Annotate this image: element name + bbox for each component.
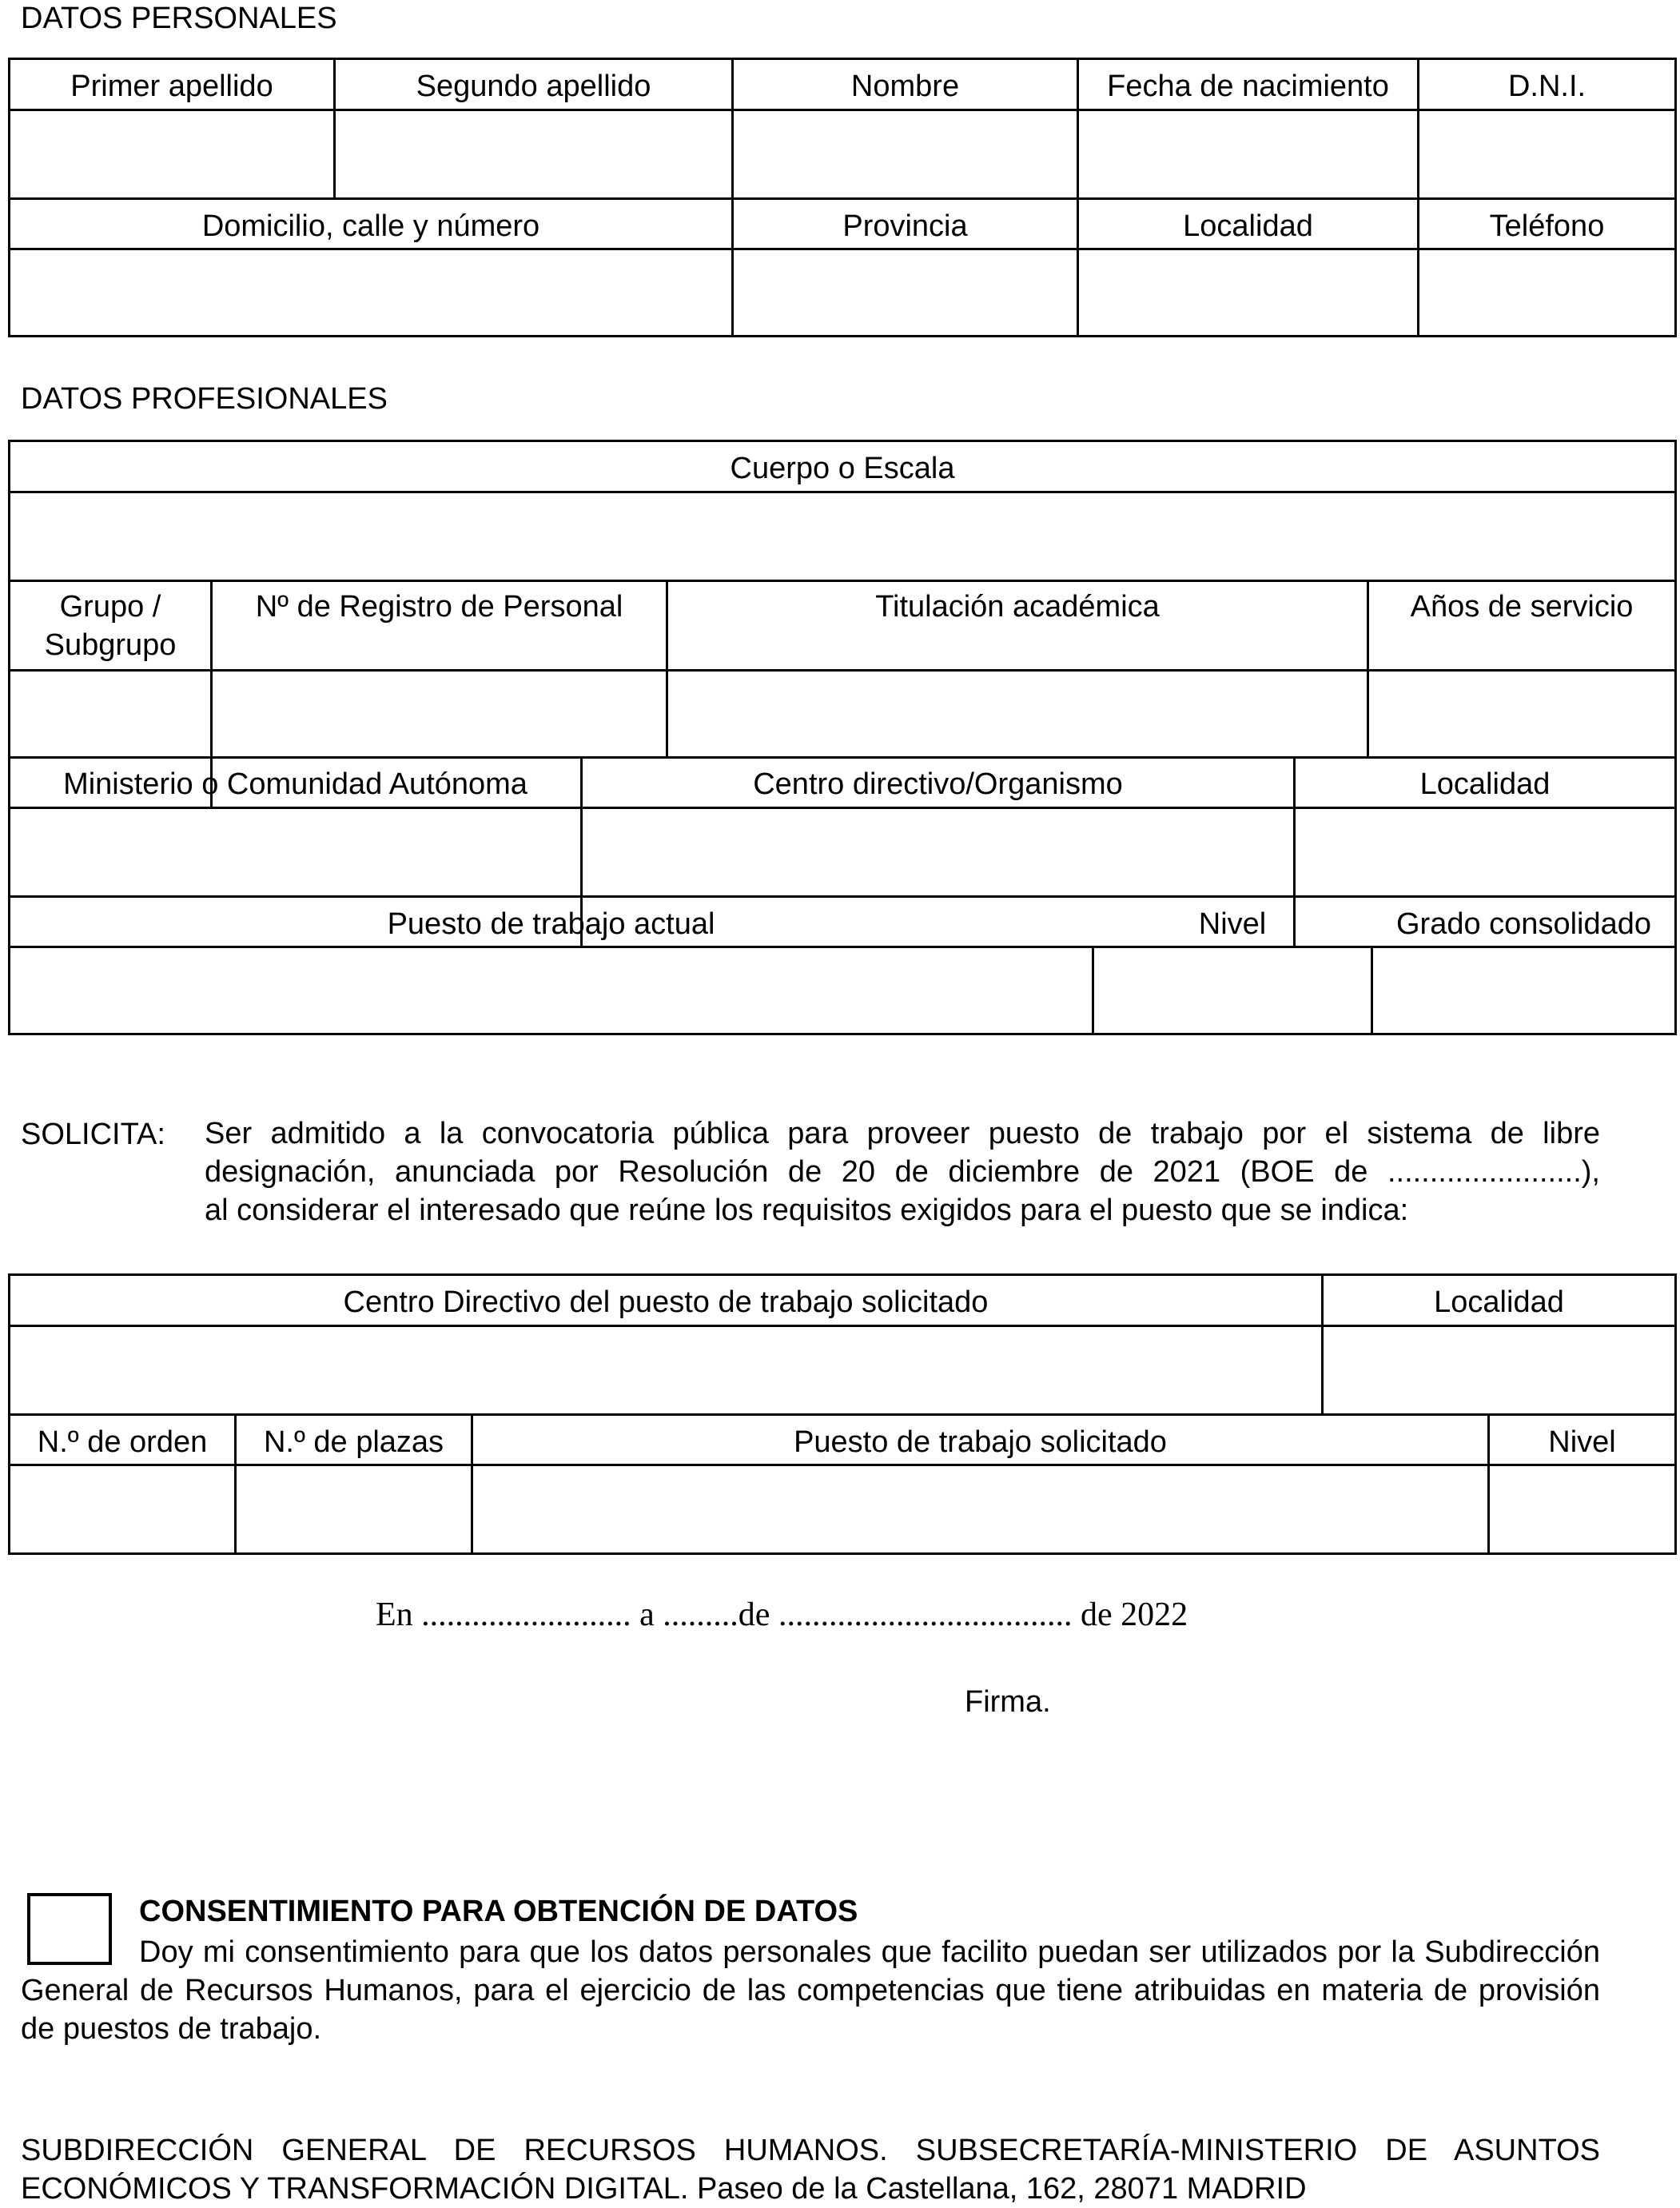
label-localidad-prof: Localidad: [1419, 767, 1551, 801]
footer-line-1: SUBDIRECCIÓN GENERAL DE RECURSOS HUMANOS. SUBSECRETARÍA-MINISTERIO DE ASUNTOS: [21, 2134, 1600, 2167]
consent-title: CONSENTIMIENTO PARA OBTENCIÓN DE DATOS: [139, 1895, 858, 1928]
solicita-line-3: al considerar el interesado que reúne los requisitos exigidos para el puesto que se indica:: [205, 1194, 1409, 1227]
label-grado-consolidado: Grado consolidado: [1396, 907, 1651, 941]
section-title-personal: DATOS PERSONALES: [21, 2, 337, 35]
label-titulacion: Titulación académica: [875, 590, 1160, 624]
footer-line-2: ECONÓMICOS Y TRANSFORMACIÓN DIGITAL. Paseo de la Castellana, 162, 28071 MADRID: [21, 2172, 1307, 2206]
requested-position-table: [8, 1273, 1677, 1555]
label-nivel-solicitado: Nivel: [1548, 1425, 1616, 1459]
label-telefono: Teléfono: [1489, 209, 1605, 243]
row-divider: [10, 580, 1674, 582]
solicita-text: [205, 1114, 1600, 1230]
solicita-line-2: designación, anunciada por Resolución de 20 de diciembre de 2021 (BOE de .......................),: [205, 1155, 1600, 1189]
anos-servicio-field[interactable]: [1369, 672, 1674, 756]
label-anos-servicio: Años de servicio: [1410, 590, 1634, 624]
puesto-actual-field[interactable]: [10, 948, 1092, 1033]
label-grupo-subgrupo: Grupo / Subgrupo: [44, 590, 177, 662]
numero-orden-field[interactable]: [10, 1466, 234, 1552]
grado-consolidado-field[interactable]: [1373, 948, 1674, 1033]
label-centro-directivo: Centro directivo/Organismo: [753, 767, 1123, 801]
row-divider: [10, 1413, 1674, 1416]
label-numero-plazas: N.º de plazas: [263, 1425, 444, 1459]
date-line: En ......................... a .........de ................................... de 2022: [376, 1596, 1188, 1633]
localidad-field[interactable]: [1079, 250, 1417, 335]
footer-address: [21, 2131, 1600, 2208]
localidad-prof-field[interactable]: [1296, 809, 1674, 895]
nivel-field[interactable]: [1094, 948, 1371, 1033]
nivel-solicitado-field[interactable]: [1490, 1466, 1674, 1552]
ministerio-field[interactable]: [10, 809, 580, 895]
label-primer-apellido: Primer apellido: [70, 70, 273, 103]
puesto-solicitado-field[interactable]: [473, 1466, 1487, 1552]
section-title-profesional: DATOS PROFESIONALES: [21, 382, 388, 416]
label-provincia: Provincia: [842, 209, 968, 243]
label-domicilio: Domicilio, calle y número: [201, 209, 540, 243]
domicilio-field[interactable]: [10, 250, 731, 335]
label-registro-personal: Nº de Registro de Personal: [255, 590, 623, 624]
grupo-subgrupo-field[interactable]: [10, 672, 210, 756]
primer-apellido-field[interactable]: [10, 111, 333, 197]
nombre-field[interactable]: [734, 111, 1077, 197]
label-ministerio: Ministerio o Comunidad Autónoma: [63, 767, 527, 801]
signature-label: Firma.: [965, 1685, 1051, 1719]
consent-text: Doy mi consentimiento para que los datos personales que facilito puedan ser utilizados por la Subdirección General de Recursos Humanos, para el ejercicio de las competencias que tiene atribuidas en materia de provisión de puestos de trabajo.: [21, 1935, 1600, 2046]
titulacion-field[interactable]: [668, 672, 1367, 756]
label-dni: D.N.I.: [1507, 70, 1586, 103]
cuerpo-escala-field[interactable]: [10, 493, 1674, 580]
label-centro-directivo-solicitado: Centro Directivo del puesto de trabajo solicitado: [343, 1285, 989, 1319]
label-numero-orden: N.º de orden: [37, 1425, 208, 1459]
label-puesto-solicitado: Puesto de trabajo solicitado: [794, 1425, 1167, 1459]
personal-data-table: [8, 58, 1677, 337]
segundo-apellido-field[interactable]: [336, 111, 731, 197]
label-localidad: Localidad: [1183, 209, 1313, 243]
row-divider: [10, 756, 1674, 759]
dni-field[interactable]: [1419, 111, 1674, 197]
label-localidad-solicitada: Localidad: [1434, 1285, 1564, 1319]
label-fecha-nacimiento: Fecha de nacimiento: [1107, 70, 1389, 103]
label-nombre: Nombre: [850, 70, 960, 103]
centro-directivo-field[interactable]: [583, 809, 1293, 895]
row-divider: [10, 895, 1674, 898]
label-cuerpo-escala: Cuerpo o Escala: [730, 452, 955, 485]
label-nivel: Nivel: [1198, 907, 1267, 941]
label-segundo-apellido: Segundo apellido: [416, 70, 651, 103]
centro-directivo-solicitado-field[interactable]: [10, 1327, 1321, 1413]
row-divider: [10, 197, 1674, 200]
fecha-nacimiento-field[interactable]: [1079, 111, 1417, 197]
label-puesto-actual: Puesto de trabajo actual: [387, 907, 715, 941]
localidad-solicitada-field[interactable]: [1324, 1327, 1674, 1413]
professional-data-table: [8, 440, 1677, 1035]
provincia-field[interactable]: [734, 250, 1077, 335]
registro-personal-field[interactable]: [213, 672, 666, 756]
solicita-line-1: Ser admitido a la convocatoria pública para proveer puesto de trabajo por el sistema de libre: [205, 1117, 1600, 1150]
numero-plazas-field[interactable]: [237, 1466, 471, 1552]
telefono-field[interactable]: [1419, 250, 1674, 335]
solicita-label: SOLICITA:: [21, 1118, 165, 1151]
